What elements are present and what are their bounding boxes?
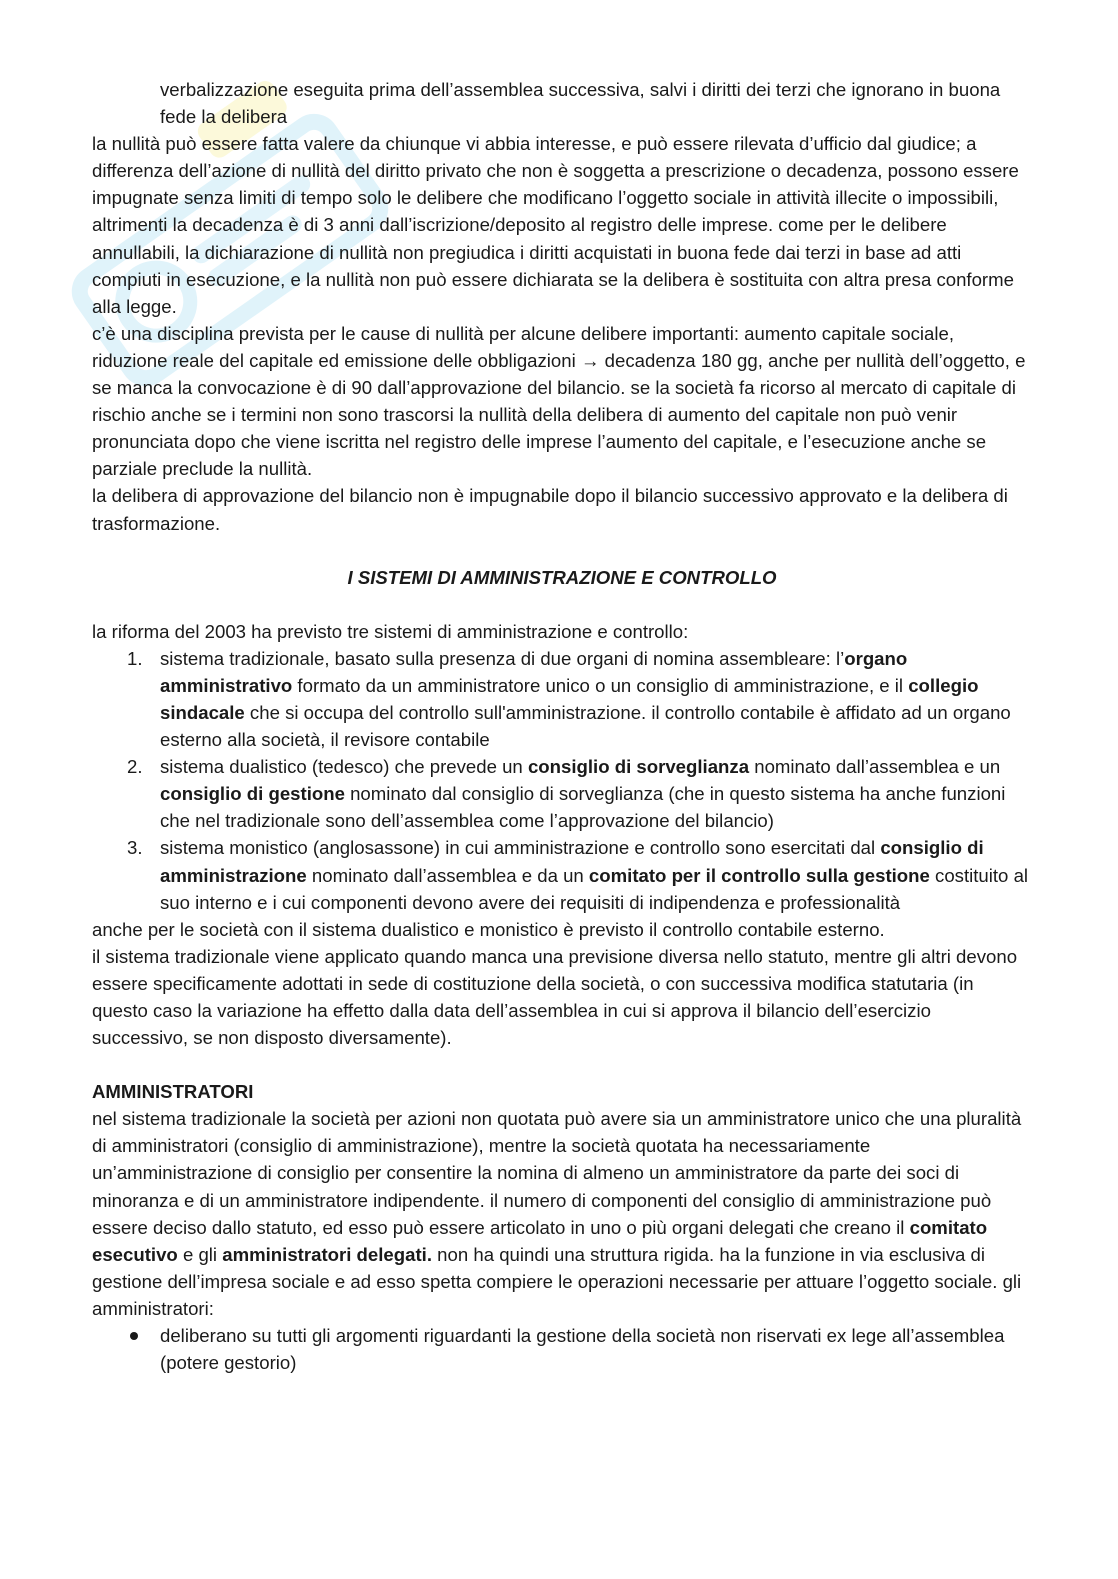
paragraph-amministratori: nel sistema tradizionale la società per azioni non quotata può avere sia un amministratore unico che una pluralità di amministratori (consiglio di amministrazione), mentre la società quotata ha necessariamente un’amministrazione di consiglio per consentire la nomina di almeno un amministratore da parte dei soci di minoranza e di un amministratore indipendente. il numero di componenti del consiglio di amministrazione può essere deciso dallo statuto, ed esso può essere articolato in uno o più organi delegati che creano il comitato esecutivo e gli amministratori delegati. non ha quindi una struttura rigida. ha la funzione in via esclusiva di gestione dell’impresa sociale e ad esso spetta compiere le operazioni necessarie per attuare l’oggetto sociale. gli amministratori: — [92, 1108, 1022, 1319]
paragraph-sistema-tradizionale: il sistema tradizionale viene applicato quando manca una previsione diversa nello statuto, mentre gli altri devono essere specificamente adottati in sede di costituzione della società, o con successiva modifica statutaria (in questo caso la variazione ha effetto dalla data dell’assemblea in cui si approva il bilancio dell’esercizio successivo, se non disposto diversamente). — [92, 945, 1018, 1049]
section-lead: la riforma del 2003 ha previsto tre sistemi di amministrazione e controllo: — [92, 620, 689, 642]
paragraph-continuation: verbalizzazione eseguita prima dell’assemblea successiva, salvi i diritti dei terzi che ignorano in buona fede la delibera — [160, 79, 1001, 128]
list-item: 2. sistema dualistico (tedesco) che prevede un consiglio di sorveglianza nominato dall’assemblea e un consiglio di gestione nominato dal consiglio di sorveglianza (che in questo sistema ha anche funzioni che nel tradizionale sono dell’assemblea come l’approvazione del bilancio) — [92, 753, 1032, 834]
list-number: 2. — [127, 756, 143, 778]
paragraph-bilancio: la delibera di approvazione del bilancio non è impugnabile dopo il bilancio successivo approvato e la delibera di trasformazione. — [92, 485, 1008, 534]
document-page — [92, 76, 1032, 1376]
bold-term: consiglio di sorveglianza — [527, 756, 750, 778]
subheading-amministratori: AMMINISTRATORI — [92, 1081, 254, 1103]
section-title: I SISTEMI DI AMMINISTRAZIONE E CONTROLLO — [347, 566, 777, 588]
bold-term: comitato per il controllo sulla gestione — [588, 864, 930, 886]
bold-term: consiglio di gestione — [160, 783, 345, 805]
bold-term: comitato esecutivo — [92, 1216, 988, 1265]
list-item: 1. sistema tradizionale, basato sulla presenza di due organi di nomina assembleare: l’organo amministrativo formato da un amministratore unico o un consiglio di amministrazione, e il collegio sindacale che si occupa del controllo sull'amministrazione. il controllo contabile è affidato ad un organo esterno alla società, il revisore contabile — [92, 645, 1032, 753]
bullet-icon — [130, 1332, 138, 1340]
bold-term: consiglio di amministrazione — [160, 837, 984, 886]
bold-term: amministratori delegati. — [222, 1243, 432, 1265]
list-item: 3. sistema monistico (anglosassone) in cui amministrazione e controllo sono esercitati dal consiglio di amministrazione nominato dall’assemblea e da un comitato per il controllo sulla gestione costituito al suo interno e i cui componenti devono avere dei requisiti di indipendenza e professionalità — [92, 834, 1032, 915]
list-number: 1. — [127, 647, 143, 669]
bold-term: collegio sindacale — [160, 674, 979, 723]
paragraph-disciplina: c’è una disciplina prevista per le cause di nullità per alcune delibere importanti: aumento capitale sociale, riduzione reale del capitale ed emissione delle obbligazioni → decadenza 180 gg, anche per nullità dell’oggetto, e se manca la convocazione è di 90 dall’approvazione del bilancio. se la società fa ricorso al mercato di capitale di rischio anche se i termini non sono trascorsi la nullità della delibera di aumento del capitale non può venir pronunciata dopo che viene iscritta nel registro delle imprese l’aumento del capitale, e l’esecuzione anche se parziale preclude la nullità. — [92, 322, 1026, 480]
bullet-list — [92, 1322, 1032, 1376]
list-number: 3. — [127, 837, 143, 859]
paragraph-nullita: la nullità può essere fatta valere da chiunque vi abbia interesse, e può essere rilevata d’ufficio dal giudice; a differenza dell’azione di nullità del diritto privato che non è soggetta a prescrizione o decadenza, possono essere impugnate senza limiti di tempo solo le delibere che modificano l’oggetto sociale in attività illecite o impossibili, altrimenti la decadenza è di 3 anni dall’iscrizione/deposito al registro delle imprese. come per le delibere annullabili, la dichiarazione di nullità non pregiudica i diritti acquistati in buona fede dai terzi in base ad atti compiuti in esecuzione, e la nullità non può essere dichiarata se la delibera è sostituita con altra presa conforme alla legge. — [92, 133, 1019, 317]
systems-list — [92, 645, 1032, 916]
paragraph-controllo-esterno: anche per le società con il sistema dualistico e monistico è previsto il controllo contabile esterno. — [92, 918, 885, 940]
list-item: deliberano su tutti gli argomenti riguardanti la gestione della società non riservati ex lege all’assemblea (potere gestorio) — [92, 1322, 1032, 1376]
bold-term: organo amministrativo — [160, 647, 908, 696]
